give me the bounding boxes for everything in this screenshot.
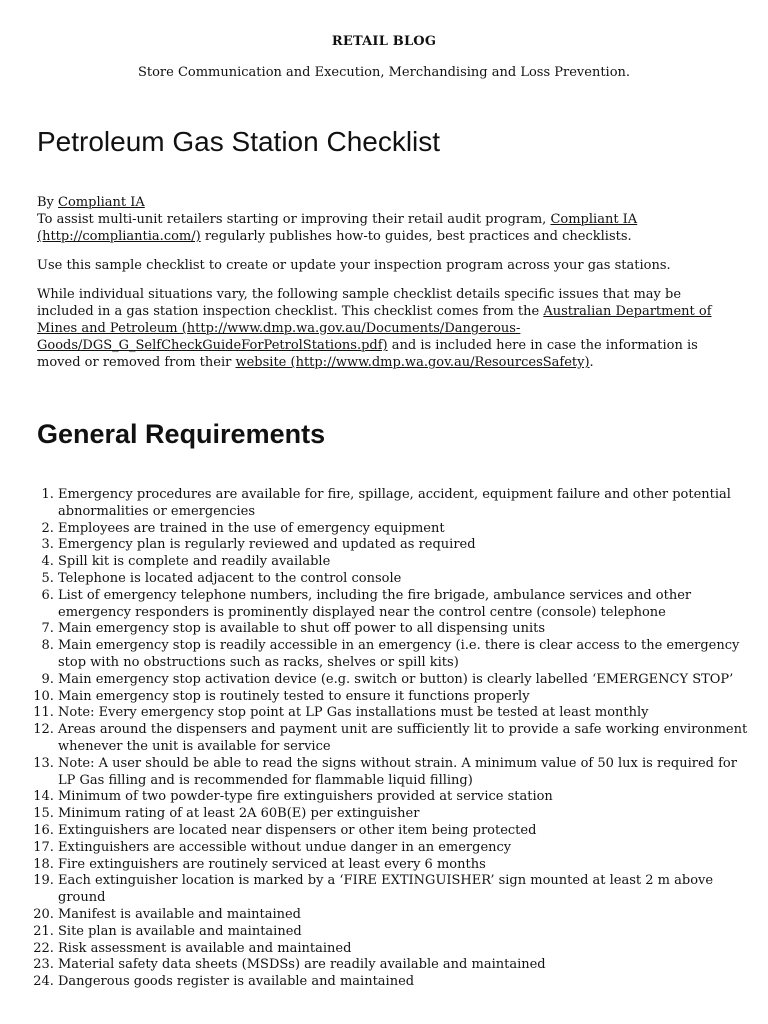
dmp-guide-link[interactable]: Australian Department of Mines and Petroleum (http://www.dmp.wa.gov.au/Documents/Dangerous-Goods/DGS_G_SelfCheckGuideForPetrolStations.pdf)	[37, 304, 712, 353]
intro-paragraph-3	[37, 286, 737, 371]
checklist-item: 1. Emergency procedures are available for fire, spillage, accident, equipment failure and other potential abnormalities or emergencies	[58, 487, 758, 521]
checklist-item: 17. Extinguishers are accessible without undue danger in an emergency	[58, 840, 758, 857]
intro-paragraph-2: Use this sample checklist to create or update your inspection program across your gas stations.	[37, 258, 671, 273]
checklist-item: 19. Each extinguisher location is marked by a ‘FIRE EXTINGUISHER’ sign mounted at least 2 m above ground	[58, 873, 758, 907]
checklist-item: 6. List of emergency telephone numbers, including the fire brigade, ambulance services and other emergency responders is prominently displayed near the control centre (console) telephone	[58, 588, 758, 622]
checklist-item: 24. Dangerous goods register is available and maintained	[58, 974, 758, 991]
checklist-item: 4. Spill kit is complete and readily available	[58, 554, 758, 571]
blog-subtitle: Store Communication and Execution, Merchandising and Loss Prevention.	[137, 65, 631, 80]
checklist-item: 7. Main emergency stop is available to shut off power to all dispensing units	[58, 621, 758, 638]
checklist-item: 12. Areas around the dispensers and payment unit are sufficiently lit to provide a safe working environment whenever the unit is available for service	[58, 722, 758, 756]
intro1-suffix: regularly publishes how-to guides, best practices and checklists.	[200, 229, 632, 244]
checklist-item: 20. Manifest is available and maintained	[58, 907, 758, 924]
checklist-item: 13. Note: A user should be able to read the signs without strain. A minimum value of 50 lux is required for LP Gas filling and is recommended for flammable liquid filling)	[58, 756, 758, 790]
checklist-item: 8. Main emergency stop is readily accessible in an emergency (i.e. there is clear access to the emergency stop with no obstructions such as racks, shelves or spill kits)	[58, 638, 758, 672]
intro1-prefix: To assist multi-unit retailers starting or improving their retail audit program,	[37, 212, 551, 227]
checklist-item: 5. Telephone is located adjacent to the control console	[58, 571, 758, 588]
intro3-prefix: While individual situations vary, the following sample checklist details specific issues that may be included in a gas station inspection checklist. This checklist comes from the	[37, 287, 682, 319]
checklist-item: 21. Site plan is available and maintained	[58, 924, 758, 941]
checklist-item: 16. Extinguishers are located near dispensers or other item being protected	[58, 823, 758, 840]
byline-prefix: By	[37, 195, 59, 210]
checklist-item: 11. Note: Every emergency stop point at LP Gas installations must be tested at least monthly	[58, 705, 758, 722]
checklist	[37, 487, 758, 991]
checklist-item: 3. Emergency plan is regularly reviewed and updated as required	[58, 537, 758, 554]
blog-title: RETAIL BLOG	[331, 34, 437, 49]
checklist-item: 23. Material safety data sheets (MSDSs) are readily available and maintained	[58, 957, 758, 974]
checklist-item: 22. Risk assessment is available and maintained	[58, 941, 758, 958]
author-link[interactable]: Compliant IA	[58, 195, 145, 210]
article-intro	[37, 194, 737, 383]
checklist-item: 15. Minimum rating of at least 2A 60B(E) per extinguisher	[58, 806, 758, 823]
checklist-item: 2. Employees are trained in the use of emergency equipment	[58, 521, 758, 538]
checklist-item: 14. Minimum of two powder-type fire extinguishers provided at service station	[58, 789, 758, 806]
intro3-suffix: .	[589, 355, 594, 370]
section-title: General Requirements	[37, 419, 326, 449]
dmp-website-link[interactable]: website (http://www.dmp.wa.gov.au/ResourcesSafety)	[235, 355, 590, 370]
compliantia-link[interactable]: Compliant IA (http://compliantia.com/)	[37, 212, 638, 244]
page-title: Petroleum Gas Station Checklist	[37, 126, 441, 157]
checklist-item: 10. Main emergency stop is routinely tested to ensure it functions properly	[58, 689, 758, 706]
checklist-item: 9. Main emergency stop activation device (e.g. switch or button) is clearly labelled ‘EMERGENCY STOP’	[58, 672, 758, 689]
intro3-middle: and is included here in case the information is moved or removed from their	[37, 338, 698, 370]
checklist-item: 18. Fire extinguishers are routinely serviced at least every 6 months	[58, 857, 758, 874]
intro-paragraph-1	[37, 194, 737, 245]
